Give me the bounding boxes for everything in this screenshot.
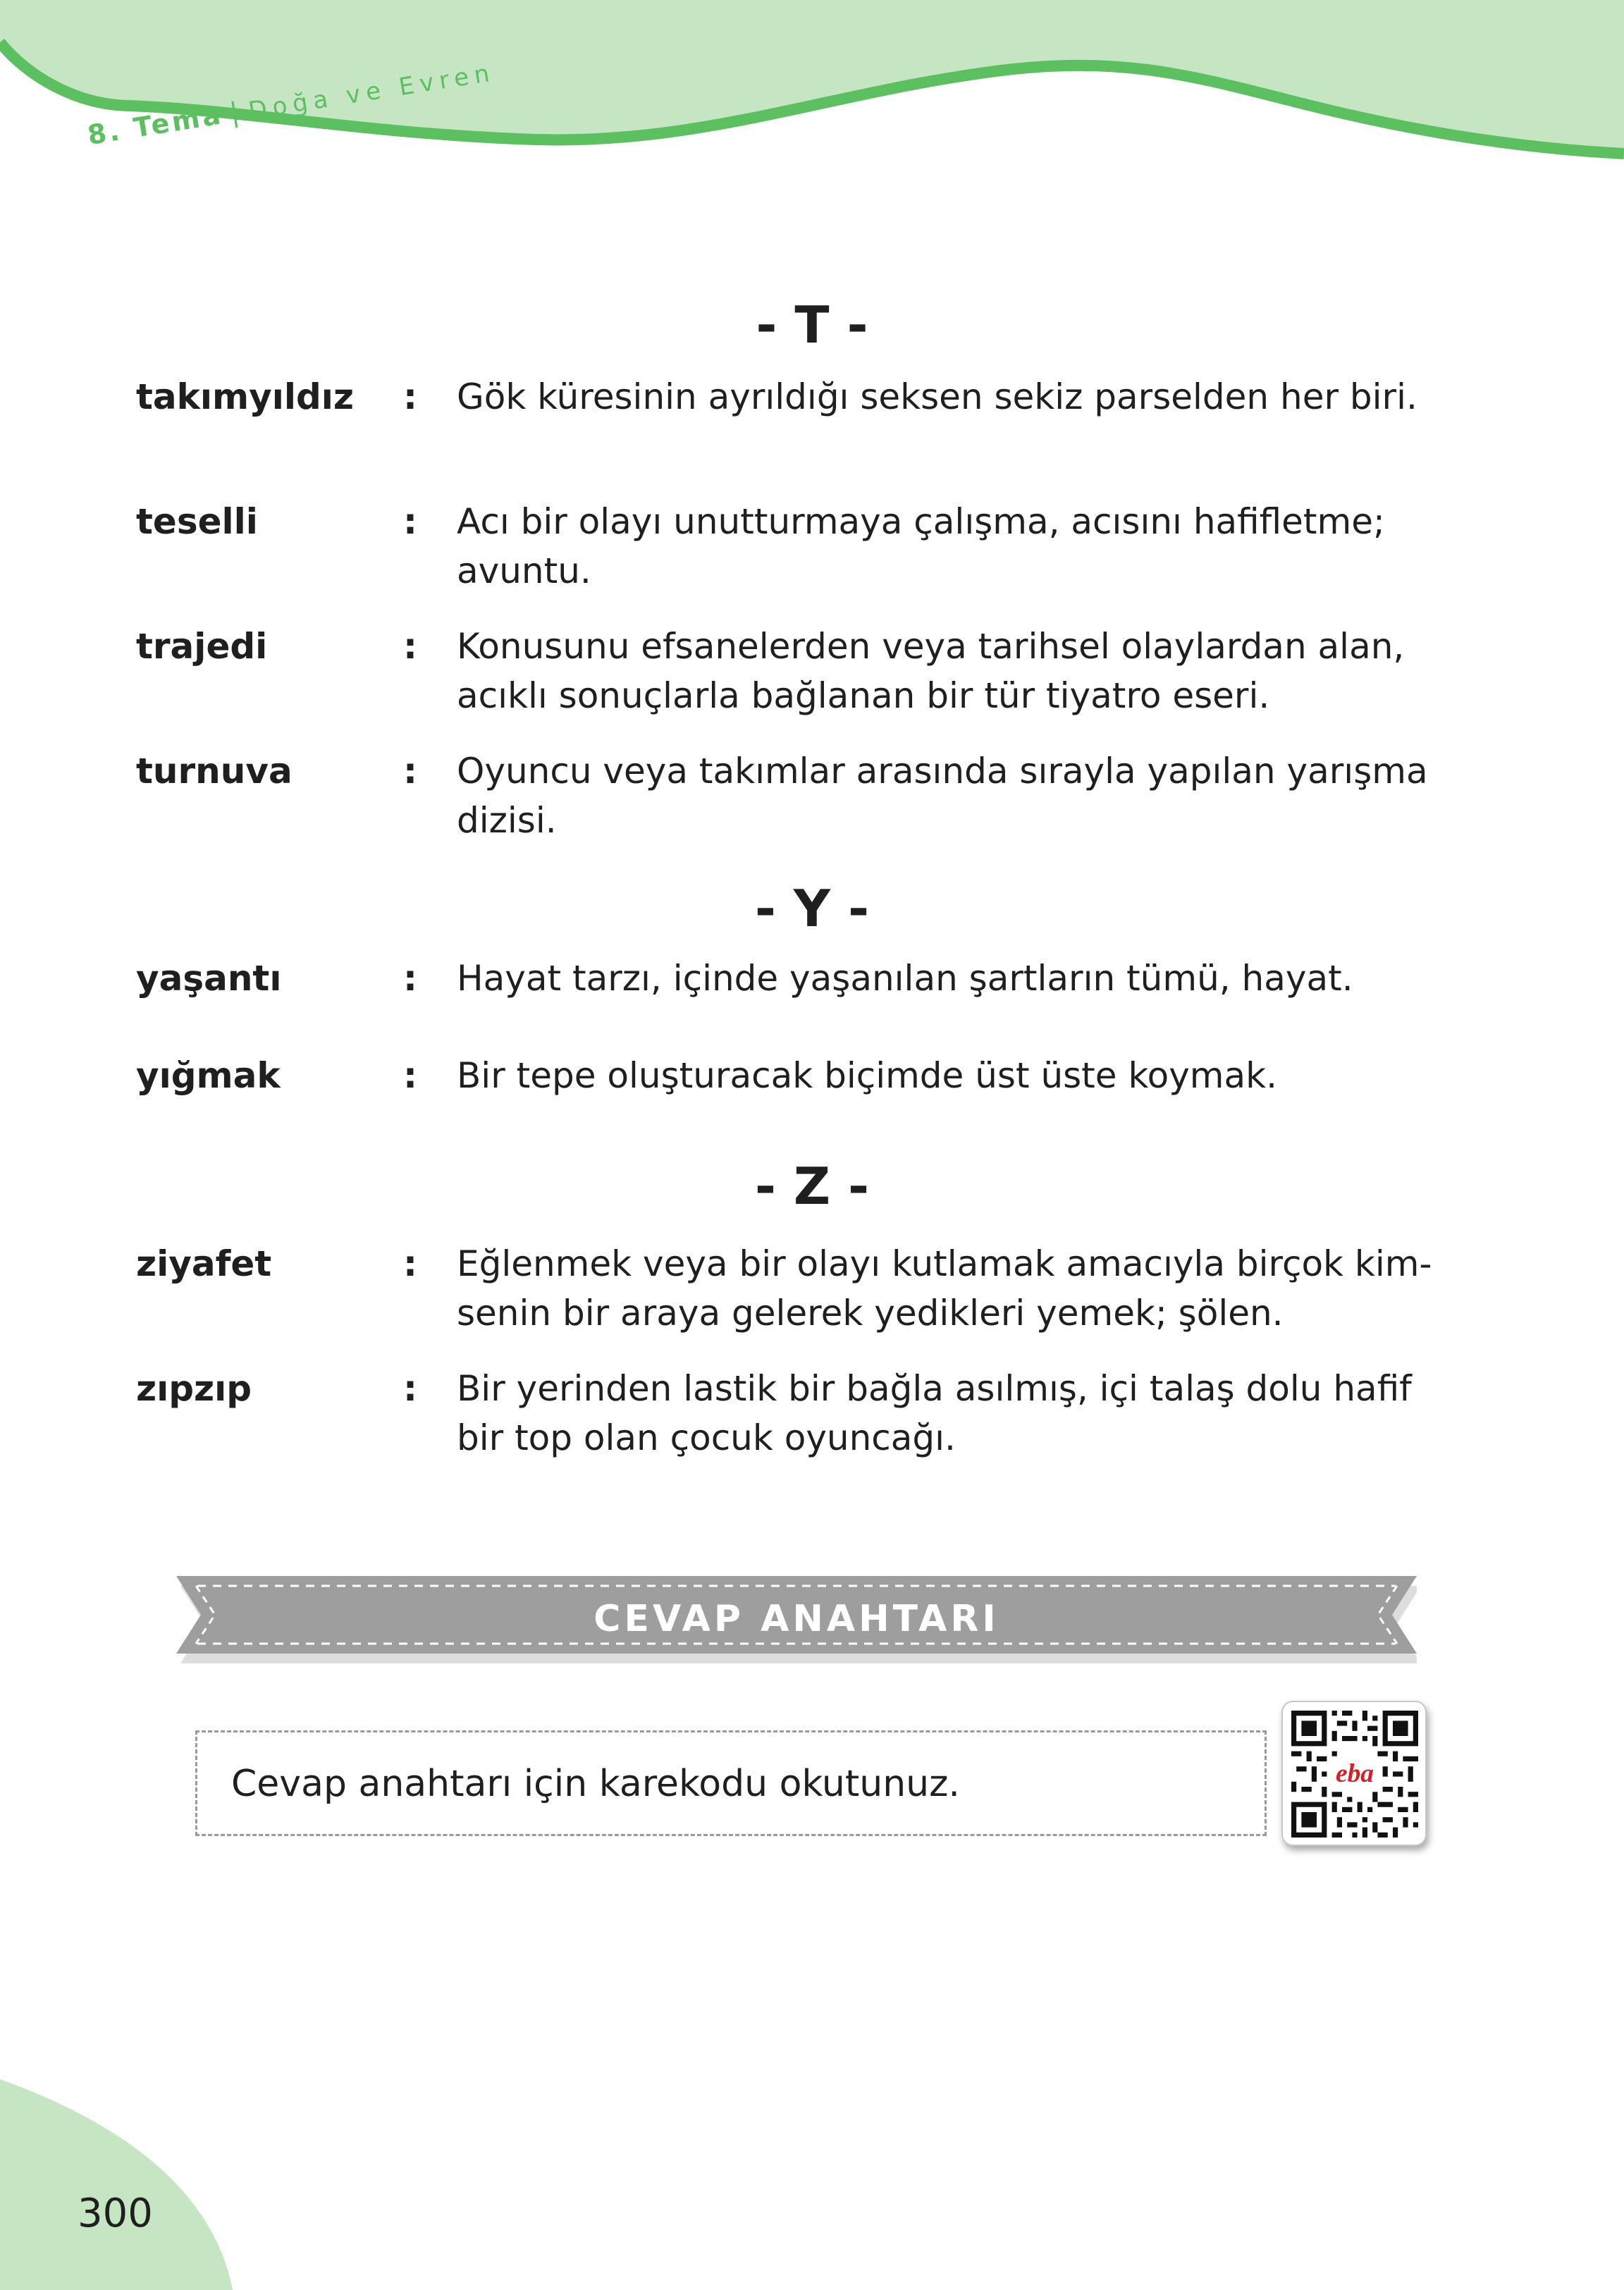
theme-number: 8. Tema bbox=[85, 99, 226, 151]
entry-term: teselli bbox=[136, 501, 258, 542]
definition-line: Acı bir olayı unutturmaya çalışma, acısını hafifletme; bbox=[457, 501, 1385, 542]
definition-line: dizisi. bbox=[457, 800, 557, 841]
entry-colon: : bbox=[403, 376, 417, 417]
entry-definition bbox=[457, 622, 1479, 720]
answer-key-instruction: Cevap anahtarı için karekodu okutunuz. bbox=[231, 1763, 960, 1805]
corner-blob-decoration bbox=[0, 2079, 254, 2290]
definition-line: bir top olan çocuk oyuncağı. bbox=[457, 1417, 956, 1458]
entry-colon: : bbox=[403, 501, 417, 542]
entry-term: takımyıldız bbox=[136, 376, 355, 417]
definition-line: acıklı sonuçlarla bağlanan bir tür tiyatro eseri. bbox=[457, 675, 1270, 716]
definition-line: Oyuncu veya takımlar arasında sırayla yapılan yarışma bbox=[457, 751, 1428, 792]
definition-line: avuntu. bbox=[457, 550, 591, 591]
qr-code-icon bbox=[1291, 1711, 1418, 1837]
entry-term: zıpzıp bbox=[136, 1368, 252, 1409]
theme-name: Doğa ve Evren bbox=[246, 59, 497, 125]
definition-line: Eğlenmek veya bir olayı kutlamak amacıyla birçok kim- bbox=[457, 1243, 1432, 1284]
entry-colon: : bbox=[403, 1243, 417, 1284]
entry-definition bbox=[457, 1051, 1479, 1100]
entry-definition bbox=[457, 1239, 1479, 1338]
entry-term: trajedi bbox=[136, 626, 268, 667]
qr-code-card[interactable] bbox=[1281, 1701, 1427, 1846]
qr-logo-text: eba bbox=[1335, 1759, 1374, 1788]
entry-definition bbox=[457, 954, 1479, 1003]
entry-term: ziyafet bbox=[136, 1243, 272, 1284]
page-number: 300 bbox=[78, 2191, 153, 2236]
entry-colon: : bbox=[403, 626, 417, 667]
entry-colon: : bbox=[403, 958, 417, 999]
entry-definition bbox=[457, 372, 1479, 421]
theme-separator: | bbox=[227, 95, 245, 129]
definition-line: Hayat tarzı, içinde yaşanılan şartların tümü, hayat. bbox=[457, 958, 1353, 999]
entry-definition bbox=[457, 497, 1479, 596]
entry-definition bbox=[457, 746, 1479, 845]
definition-line: Gök küresinin ayrıldığı seksen sekiz parselden her biri. bbox=[457, 376, 1417, 417]
entry-term: yığmak bbox=[136, 1055, 281, 1096]
entry-term: yaşantı bbox=[136, 958, 282, 999]
entry-colon: : bbox=[403, 1368, 417, 1409]
entry-definition bbox=[457, 1364, 1479, 1463]
entry-term: turnuva bbox=[136, 751, 293, 792]
section-heading-y: - Y - bbox=[754, 879, 870, 938]
definition-line: Konusunu efsanelerden veya tarihsel olaylardan alan, bbox=[457, 626, 1405, 667]
definition-line: Bir tepe oluşturacak biçimde üst üste koymak. bbox=[457, 1055, 1277, 1096]
entry-colon: : bbox=[403, 751, 417, 792]
answer-key-title: CEVAP ANAHTARI bbox=[593, 1598, 999, 1640]
section-heading-t: - T - bbox=[756, 295, 868, 355]
section-heading-z: - Z - bbox=[754, 1157, 870, 1216]
entry-colon: : bbox=[403, 1055, 417, 1096]
definition-line: Bir yerinden lastik bir bağla asılmış, içi talaş dolu hafif bbox=[457, 1368, 1412, 1409]
definition-line: senin bir araya gelerek yedikleri yemek; şölen. bbox=[457, 1293, 1284, 1334]
answer-key-box bbox=[195, 1730, 1267, 1836]
header-wave-decoration bbox=[0, 0, 1624, 162]
